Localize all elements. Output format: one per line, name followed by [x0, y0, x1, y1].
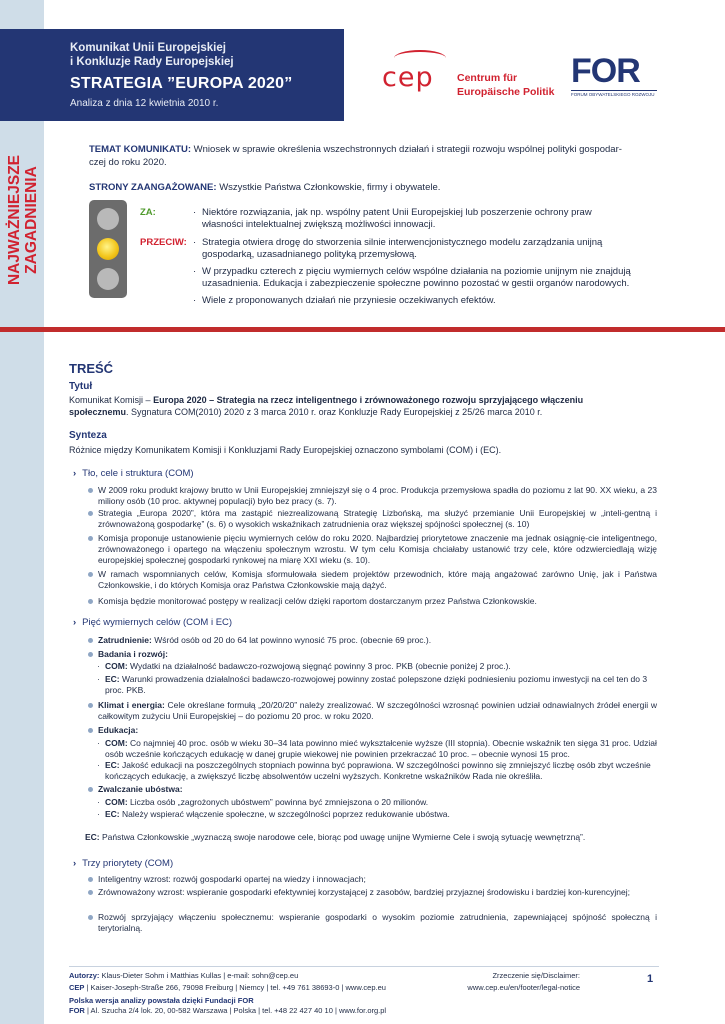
title-heading: Tytuł [69, 381, 93, 392]
employment-label: Zatrudnienie: [98, 635, 152, 645]
for-logo-subtitle: FORUM OBYWATELSKIEGO ROZWOJU [571, 90, 657, 97]
section-priorities-label: Trzy priorytety (COM) [82, 858, 174, 869]
contra-item-2-line1: · W przypadku czterech z pięciu wymiernych celów wspólne działania na poziomie unijnym nie znajdują [202, 266, 631, 277]
section-priorities[interactable] [73, 858, 173, 869]
ec-note-text: Państwa Członkowskie „wyznaczą swoje narodowe cele, biorąc pod uwagę unijne Wymierne Cele i swoją sytuację wewnętrzną”. [102, 832, 586, 842]
sub-item [97, 738, 657, 760]
chevron-right-icon: › [73, 468, 77, 479]
pro-label: ZA: [140, 207, 156, 218]
title-line-1b: Europa 2020 – Strategia na rzecz inteligentnego i zrównoważonego rozwoju sprzyjającego włączeniu [153, 395, 584, 405]
footer-cep-label: CEP [69, 983, 85, 992]
footer-authors-label: Autorzy: [69, 971, 100, 980]
ec-label: EC: [105, 809, 120, 819]
contra-item-2-line2: uzasadnienia. Edukacja i zabezpieczenie społeczne powinno pozostać w gestii organów narodowych. [202, 278, 630, 289]
footer-cep-text: | Kaiser-Joseph-Straße 266, 79098 Freiburg | Niemcy | tel. +49 761 38693-0 | www.cep.eu [86, 983, 386, 992]
list-item: Inteligentny wzrost: rozwój gospodarki opartej na wiedzy i innowacjach; [85, 874, 657, 885]
sub-item-text: Warunki prowadzenia działalności badawczo-rozwojowej powinny zostać polepszone dzięki podniesieniu poziomu inwestycji na cel ten do 3 proc. PKB. [105, 674, 648, 695]
header-line1: Komunikat Unii Europejskiej [70, 42, 226, 54]
section-targets-label: Pięć wymiernych celów (COM i EC) [82, 617, 233, 628]
footer-authors [69, 971, 298, 981]
section-targets[interactable] [73, 617, 232, 628]
chevron-right-icon: › [73, 858, 77, 869]
poverty-label: Zwalczanie ubóstwa: [98, 784, 183, 794]
sub-item [97, 674, 657, 696]
key-issues-line1: NAJWAŻNIEJSZE [6, 154, 23, 286]
cep-logo-text [457, 71, 554, 99]
topic-text: Wniosek w sprawie określenia wszechstronnych działań i strategii rozwoju wspólnej polityki gospodar- [193, 144, 622, 155]
cep-line2: Europäische Politik [457, 86, 555, 98]
com-label: COM: [105, 797, 128, 807]
key-issues-vertical-title [6, 145, 44, 295]
synthesis-heading: Synteza [69, 430, 107, 441]
synthesis-text: Różnice między Komunikatem Komisji i Konkluzjami Rady Europejskiej oznaczono symbolami (COM) i (EC). [69, 445, 502, 455]
parties-label: STRONY ZAANGAŻOWANE: [89, 182, 217, 193]
list-item [85, 649, 657, 660]
sub-item [97, 797, 657, 808]
traffic-light-amber [97, 238, 119, 260]
list-item [85, 725, 657, 736]
pro-item-line2: własności intelektualnej zwiększą możliwości innowacji. [202, 219, 436, 230]
footer-authors-text: Klaus-Dieter Sohm i Matthias Kullas | e-mail: sohn@cep.eu [101, 971, 299, 980]
ec-label: EC: [105, 674, 120, 684]
list-item [85, 700, 657, 722]
footer-for [69, 1006, 386, 1016]
title-line-2b: . Sygnatura COM(2010) 2020 z 3 marca 2010 r. oraz Konkluzje Rady Europejskiej z 25/26 marca 2010 r. [126, 407, 543, 417]
cep-logo: cep [382, 62, 434, 93]
com-label: COM: [105, 738, 128, 748]
key-issues-divider [0, 327, 725, 332]
topic-line [89, 143, 689, 156]
ec-label: EC: [105, 760, 120, 770]
sub-item [97, 809, 657, 820]
analysis-date: Analiza z dnia 12 kwietnia 2010 r. [70, 98, 219, 109]
contra-item-1-line1: · Strategia otwiera drogę do stworzenia silnie interwencjonistycznego modelu zarządzania unijną [202, 237, 603, 248]
footer-cep [69, 983, 386, 993]
pro-item-line1: · Niektóre rozwiązania, jak np. wspólny patent Unii Europejskiej lub poszerzenie ochrony praw [202, 207, 592, 218]
section-background-label: Tło, cele i struktura (COM) [82, 468, 194, 479]
footer-disclaimer: Zrzeczenie się/Disclaimer: [492, 971, 580, 980]
cep-line1: Centrum für [457, 72, 518, 84]
chevron-right-icon: › [73, 617, 77, 628]
traffic-light-icon [89, 200, 127, 298]
list-item: Komisja proponuje ustanowienie pięciu wymiernych celów do roku 2020. Najbardziej priorytetowe znaczenie ma jednak osiągnię-cie inteligentnego, zrównoważonego i opartego na włączeniu społecznym wzrostu. W tym celu Komisja chciałaby ustanowić trzy cele, które odzwierciedlają wizję europejskiej społecznej gospodarki rynkowej na miarę XXI wieku (s. 10). [85, 533, 657, 566]
footer-disclaimer-link[interactable]: www.cep.eu/en/footer/legal-notice [467, 983, 580, 992]
list-item: W ramach wspomnianych celów, Komisja sformułowała siedem projektów przewodnich, które mają angażować zarówno Unię, jak i Państwa Członkowskie, i do których Komisja oraz Państwa Członkowskie mają dążyć. [85, 569, 657, 591]
list-item [85, 784, 657, 795]
contra-item-1 [193, 237, 673, 261]
title-line-1 [69, 394, 659, 406]
sub-item-text: Co najmniej 40 proc. osób w wieku 30–34 lata powinno mieć wykształcenie wyższe (III stopnia). Obecnie wskaźnik ten sięga 31 proc. Udział osób wcześnie kończących edukację w danej grupie wiekowej nie powinien przekraczać 10 proc. – obecnie wynosi 15 proc. [105, 738, 657, 759]
list-item: Zrównoważony wzrost: wspieranie gospodarki efektywniej korzystającej z zasobów, bardziej przyjaznej środowisku i bardziej kon-kurencyjnej; [85, 887, 657, 898]
com-label: COM: [105, 661, 128, 671]
parties-line [89, 181, 689, 194]
topic-line-2: czej do roku 2020. [89, 157, 167, 168]
list-item: W 2009 roku produkt krajowy brutto w Unii Europejskiej zmniejszył się o 4 proc. Produkcja przemysłowa spadła do poziomu z lat 90. XX wieku, a 23 miliony osób (10 proc. aktywnej populacji) było bez pracy (s. 7). [85, 485, 657, 507]
footer-for-note-text: Polska wersja analizy powstała dzięki Fundacji FOR [69, 996, 254, 1005]
footer-divider [69, 966, 659, 967]
for-logo: FOR [571, 52, 640, 90]
key-issues-line2: ZAGADNIENIA [23, 166, 40, 274]
traffic-light-top [97, 208, 119, 230]
ec-note-label: EC: [85, 832, 100, 842]
research-label: Badania i rozwój: [98, 649, 168, 659]
climate-label: Klimat i energia: [98, 700, 165, 710]
document-title: STRATEGIA ”EUROPA 2020” [70, 75, 293, 92]
sub-item [97, 760, 657, 782]
education-label: Edukacja: [98, 725, 139, 735]
sub-item-text: Jakość edukacji na poszczególnych stopniach powinna być poprawiona. W szczególności powinno się zmniejszyć liczbę osób zbyt wcześnie kończących edukację, a zwiększyć liczbę absolwentów uczelni wyższych. Konkretne wskaźników Rada nie określiła. [105, 760, 651, 781]
list-item [85, 635, 657, 646]
footer-for-text: | Al. Szucha 2/4 lok. 20, 00-582 Warszawa | Polska | tel. +48 22 427 40 10 | www.for.org.pl [86, 1006, 387, 1015]
contra-item-2 [193, 266, 673, 290]
section-title-tresc: TREŚĆ [69, 361, 114, 376]
sub-item-text: Liczba osób „zagrożonych ubóstwem” powinna być zmniejszona o 20 milionów. [130, 797, 429, 807]
header-box [0, 29, 344, 121]
sub-item-text: Wydatki na działalność badawczo-rozwojową sięgnąć powinny 3 proc. PKB (obecnie poniżej 2 proc.). [130, 661, 511, 671]
footer-for-label: FOR [69, 1006, 85, 1015]
parties-text: Wszystkie Państwa Członkowskie, firmy i obywatele. [219, 182, 441, 193]
list-item: Rozwój sprzyjający włączeniu społecznemu: wspieranie gospodarki o wysokim poziomie zatrudnienia, zapewniającej spójność społeczną i terytorialną. [85, 912, 657, 934]
sub-item-text: Należy wspierać włączenie społeczne, w szczególności poprzez redukowanie ubóstwa. [122, 809, 450, 819]
header-line2: i Konkluzje Rady Europejskiej [70, 56, 234, 68]
section-background[interactable] [73, 468, 194, 479]
ec-note [85, 831, 657, 843]
list-item: Komisja będzie monitorować postępy w realizacji celów dzięki raportom dostarczanym przez Państwa Członkowskie. [85, 596, 657, 607]
title-line-2a: społecznemu [69, 407, 127, 417]
pro-item [193, 207, 673, 231]
sub-item [97, 661, 657, 672]
traffic-light-bottom [97, 268, 119, 290]
list-item: Strategia „Europa 2020”, która ma zastąpić niezrealizowaną Strategię Lizbońską, ma służyć przemianie Unii Europejskiej w „inteli-gentną i zrównoważoną gospodarkę” (s. 6) o wysokich wskaźnikach zatrudnienia oraz większej spójności społecznej (s. 10) [85, 508, 657, 530]
contra-item-3: · Wiele z proponowanych działań nie przyniesie oczekiwanych efektów. [193, 295, 673, 307]
footer-for-note [69, 996, 254, 1006]
title-line-2 [69, 406, 659, 418]
contra-label: PRZECIW: [140, 237, 187, 248]
topic-label: TEMAT KOMUNIKATU: [89, 144, 192, 155]
contra-item-1-line2: gospodarką, uzasadnianego polityką przemysłową. [202, 249, 417, 260]
climate-text: Cele określane formułą „20/20/20” należy zrealizować. W szczególności wzrosnąć powinien udział odnawialnych źródeł energii w całkowitym zużyciu Unii Europejskiej – do poziomu 20 proc. w roku 2020. [98, 700, 657, 721]
title-line-1a: Komunikat Komisji – [69, 395, 151, 405]
employment-text: Wśród osób od 20 do 64 lat powinno wynosić 75 proc. (obecnie 69 proc.). [154, 635, 432, 645]
title-paragraph [69, 394, 659, 418]
page-number: 1 [647, 973, 654, 985]
